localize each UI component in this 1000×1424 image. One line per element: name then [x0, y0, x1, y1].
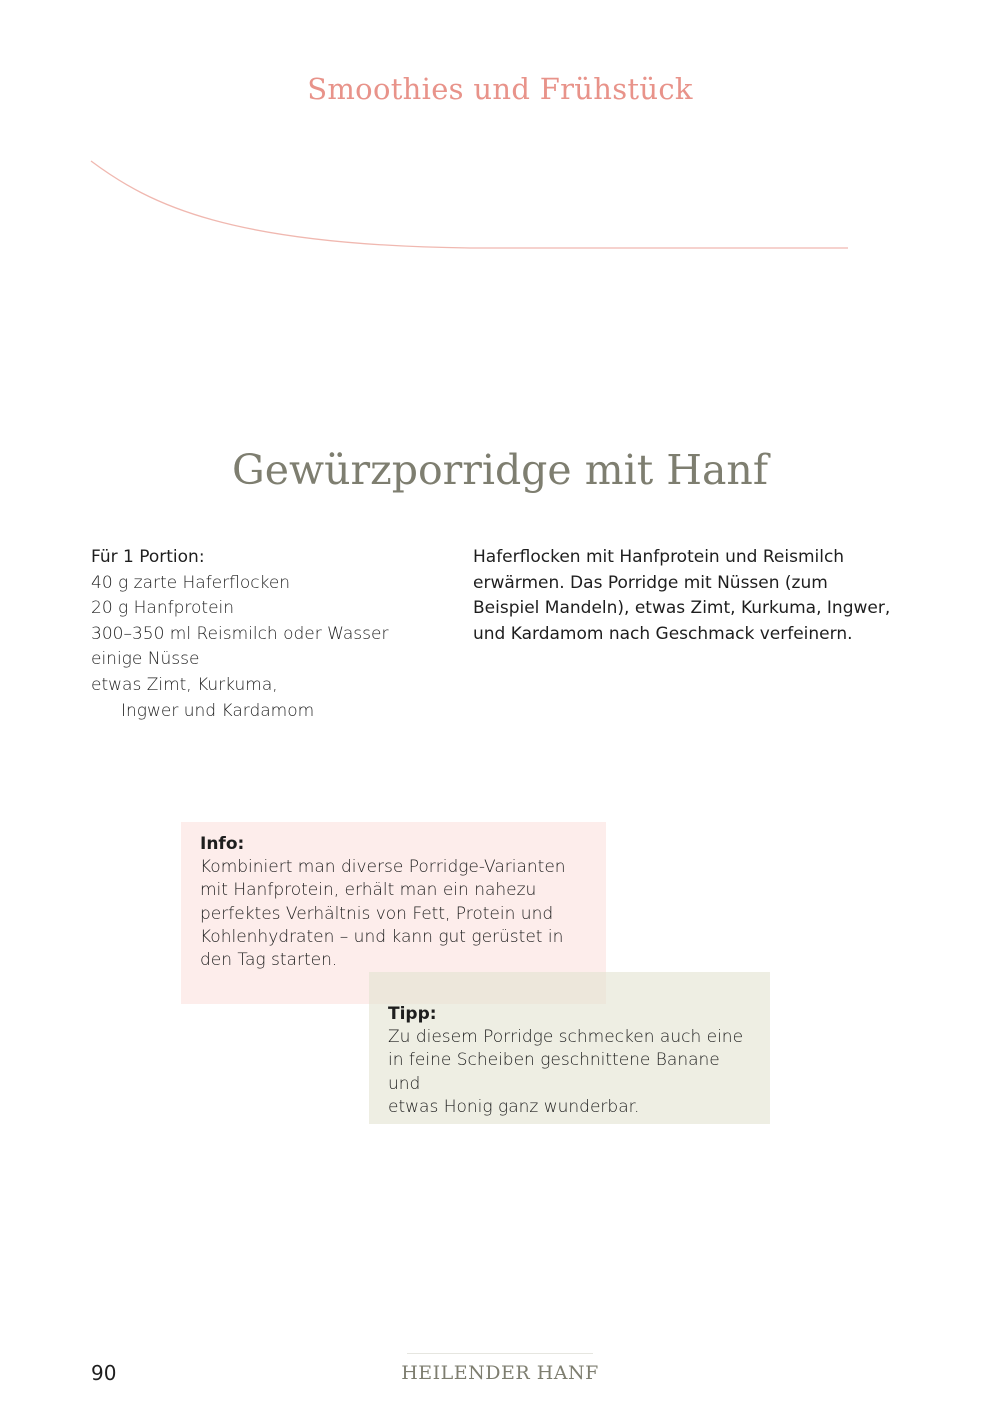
book-title: HEILENDER HANF	[401, 1362, 599, 1384]
instruction-line: und Kardamom nach Geschmack verfeinern.	[473, 623, 853, 644]
swoosh-line	[91, 161, 848, 248]
ingredient-item: einige Nüsse	[91, 649, 200, 670]
ingredient-item: 300–350 ml Reismilch oder Wasser	[91, 623, 389, 644]
ingredient-item-continuation: Ingwer und Kardamom	[121, 700, 315, 721]
recipe-title: Gewürzporridge mit Hanf	[231, 446, 769, 494]
instruction-line: Haferflocken mit Hanfprotein und Reismilch	[473, 547, 845, 567]
instruction-line: Beispiel Mandeln), etwas Zimt, Kurkuma, Ingwer,	[473, 598, 891, 619]
tip-line: etwas Honig ganz wunderbar.	[388, 1096, 640, 1117]
info-line: den Tag starten.	[200, 950, 338, 971]
ingredients-heading: Für 1 Portion:	[91, 547, 205, 567]
tip-text	[388, 1026, 752, 1119]
ingredients-list	[91, 545, 451, 724]
info-line: mit Hanfprotein, erhält man ein nahezu	[200, 880, 537, 901]
page-number: 90	[91, 1361, 117, 1385]
instructions	[473, 545, 903, 647]
footer-divider	[407, 1353, 593, 1354]
info-line: Kohlenhydraten – und kann gut gerüstet in	[200, 926, 564, 947]
ingredient-item: 40 g zarte Haferflocken	[91, 572, 291, 593]
info-line: Kombiniert man diverse Porridge-Varianten	[200, 857, 566, 878]
tip-box	[369, 972, 770, 1124]
tip-label: Tipp:	[388, 1004, 437, 1024]
ingredient-item: 20 g Hanfprotein	[91, 598, 235, 619]
ingredient-item: etwas Zimt, Kurkuma,	[91, 674, 278, 695]
section-title: Smoothies und Frühstück	[307, 72, 693, 106]
info-label: Info:	[200, 834, 245, 854]
decorative-swoosh	[0, 0, 1000, 300]
tip-line: in feine Scheiben geschnittene Banane und	[388, 1050, 720, 1094]
info-text	[200, 856, 588, 972]
instruction-line: erwärmen. Das Porridge mit Nüssen (zum	[473, 572, 828, 593]
tip-line: Zu diesem Porridge schmecken auch eine	[388, 1027, 744, 1048]
info-line: perfektes Verhältnis von Fett, Protein und	[200, 903, 554, 924]
